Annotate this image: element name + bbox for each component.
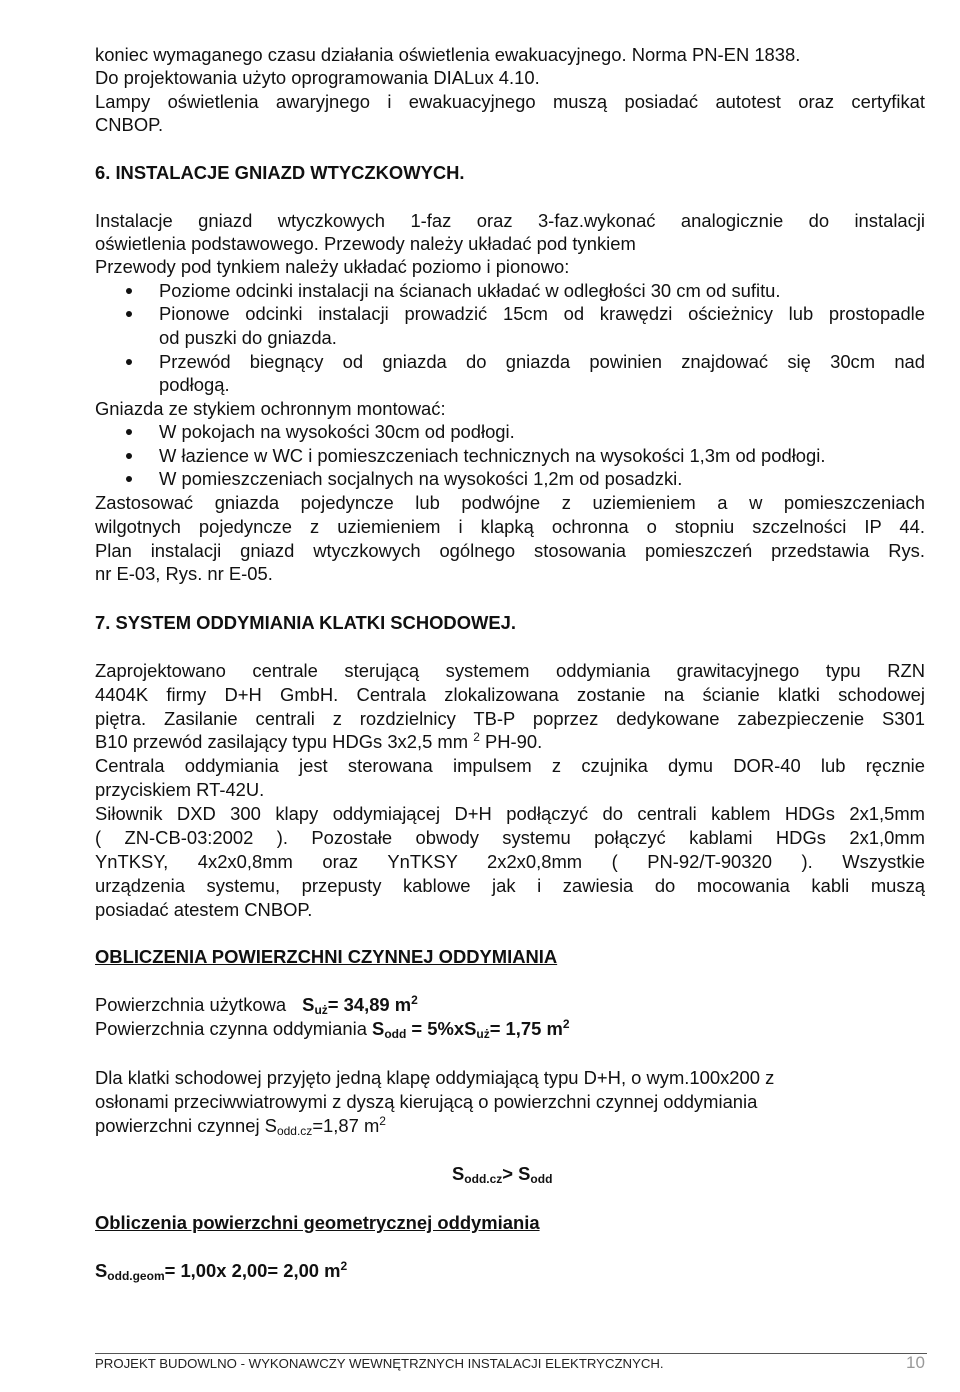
geom-heading: Obliczenia powierzchni geometrycznej oddymiania	[95, 1212, 540, 1233]
section-6-p3-line-2: wilgotnych pojedyncze z uziemieniem i klapką ochronna o stopniu szczelności IP 44.	[95, 516, 925, 537]
list-item-continuation: od puszki do gniazda.	[159, 327, 337, 348]
section-6-paragraph-2: Gniazda ze stykiem ochronnym montować:	[95, 398, 446, 419]
section-6-heading: 6. INSTALACJE GNIAZD WTYCZKOWYCH.	[95, 162, 465, 183]
list-item: Poziome odcinki instalacji na ścianach układać w odległości 30 cm od sufitu.	[159, 280, 781, 302]
calc-paragraph-line-3: powierzchni czynnej $S_{odd.cz}=1,87$ $m^2$	[95, 1114, 386, 1138]
list-item: W pomieszczeniach socjalnych na wysokości 1,2m od posadzki.	[159, 468, 682, 490]
calc-comparison: $S_{odd.cz}> S_{odd}$	[452, 1163, 553, 1186]
section-7-line-6: przyciskiem RT-42U.	[95, 779, 265, 800]
section-6-line-2: oświetlenia podstawowego. Przewody należy układać pod tynkiem	[95, 233, 636, 254]
calc-row-1: Powierzchnia użytkowa $S_{uż}= 34,89$ $m^2$	[95, 993, 418, 1017]
intro-line-4: CNBOP.	[95, 114, 164, 135]
calc-row-2: Powierzchnia czynna oddymiania $S_{odd} = 5\%xS_{uż}= 1,75$ $m^2$	[95, 1017, 570, 1041]
section-6-line-3: Przewody pod tynkiem należy układać poziomo i pionowo:	[95, 256, 570, 277]
section-7-line-3: piętra. Zasilanie centrali z rozdzielnicy TB-P poprzez dedykowane zabezpieczenie S301	[95, 708, 925, 729]
list-item-continuation: podłogą.	[159, 374, 230, 395]
section-7-line-8: ( ZN-CB-03:2002 ). Pozostałe obwody systemu połączyć kablami HDGs 2x1,0mm	[95, 827, 925, 848]
calc-paragraph-line-2: osłonami przeciwwiatrowymi z dyszą kierującą o powierzchni czynnej oddymiania	[95, 1091, 758, 1112]
list-item: Pionowe odcinki instalacji prowadzić 15cm od krawędzi ościeżnicy lub prostopadle	[159, 303, 925, 325]
bullet-icon	[126, 311, 132, 317]
calc-heading: OBLICZENIA POWIERZCHNI CZYNNEJ ODDYMIANIA	[95, 946, 558, 967]
section-7-line-5: Centrala oddymiania jest sterowana impulsem z czujnika dymu DOR-40 lub ręcznie	[95, 755, 925, 776]
section-7-line-2: 4404K firmy D+H GmbH. Centrala zlokalizowana zostanie na ścianie klatki schodowej	[95, 684, 925, 705]
section-6-line-1: Instalacje gniazd wtyczkowych 1-faz oraz 3-faz.wykonać analogicznie do instalacji	[95, 210, 925, 231]
footer-title: PROJEKT BUDOWLNO - WYKONAWCZY WEWNĘTRZNYCH INSTALACJI ELEKTRYCZNYCH.	[95, 1356, 664, 1371]
section-7-line-1: Zaprojektowano centrale sterującą systemem oddymiania grawitacyjnego typu RZN	[95, 660, 925, 681]
section-6-p3-line-3: Plan instalacji gniazd wtyczkowych ogólnego stosowania pomieszczeń przedstawia Rys.	[95, 540, 925, 561]
bullet-icon	[126, 453, 132, 459]
section-7-line-9: YnTKSY, 4x2x0,8mm oraz YnTKSY 2x2x0,8mm ( PN-92/T-90320 ). Wszystkie	[95, 851, 925, 872]
intro-line-1: koniec wymaganego czasu działania oświetlenia ewakuacyjnego. Norma PN-EN 1838.	[95, 44, 801, 65]
intro-line-2: Do projektowania użyto oprogramowania DIALux 4.10.	[95, 67, 540, 88]
list-item: W łazience w WC i pomieszczeniach technicznych na wysokości 1,3m od podłogi.	[159, 445, 825, 467]
geom-result: $S_{odd.geom}= 1,00x$ 2,00= 2,00 $m^2$	[95, 1259, 348, 1283]
bullet-icon	[126, 429, 132, 435]
bullet-icon	[126, 359, 132, 365]
intro-line-3: Lampy oświetlenia awaryjnego i ewakuacyjnego muszą posiadać autotest oraz certyfikat	[95, 91, 925, 112]
footer-divider	[95, 1353, 927, 1354]
section-7-line-10: urządzenia systemu, przepusty kablowe jak i zawiesia do mocowania kabli muszą	[95, 875, 925, 896]
section-7-line-7: Siłownik DXD 300 klapy oddymiającej D+H podłączyć do centrali kablem HDGs 2x1,5mm	[95, 803, 925, 824]
section-7-heading: 7. SYSTEM ODDYMIANIA KLATKI SCHODOWEJ.	[95, 612, 516, 633]
list-item: Przewód biegnący od gniazda do gniazda powinien znajdować się 30cm nad	[159, 351, 925, 373]
section-7-line-4: B10 przewód zasilający typu HDGs 3x2,5 mm $^2$ PH-90.	[95, 730, 543, 752]
bullet-icon	[126, 476, 132, 482]
section-6-p3-line-1: Zastosować gniazda pojedyncze lub podwójne z uziemieniem a w pomieszczeniach	[95, 492, 925, 513]
page-number: 10	[906, 1353, 925, 1372]
section-6-p3-line-4: nr E-03, Rys. nr E-05.	[95, 563, 273, 584]
bullet-icon	[126, 288, 132, 294]
list-item: W pokojach na wysokości 30cm od podłogi.	[159, 421, 515, 443]
calc-paragraph-line-1: Dla klatki schodowej przyjęto jedną klapę oddymiającą typu D+H, o wym.100x200 z	[95, 1067, 775, 1088]
section-7-line-11: posiadać atestem CNBOP.	[95, 899, 313, 920]
